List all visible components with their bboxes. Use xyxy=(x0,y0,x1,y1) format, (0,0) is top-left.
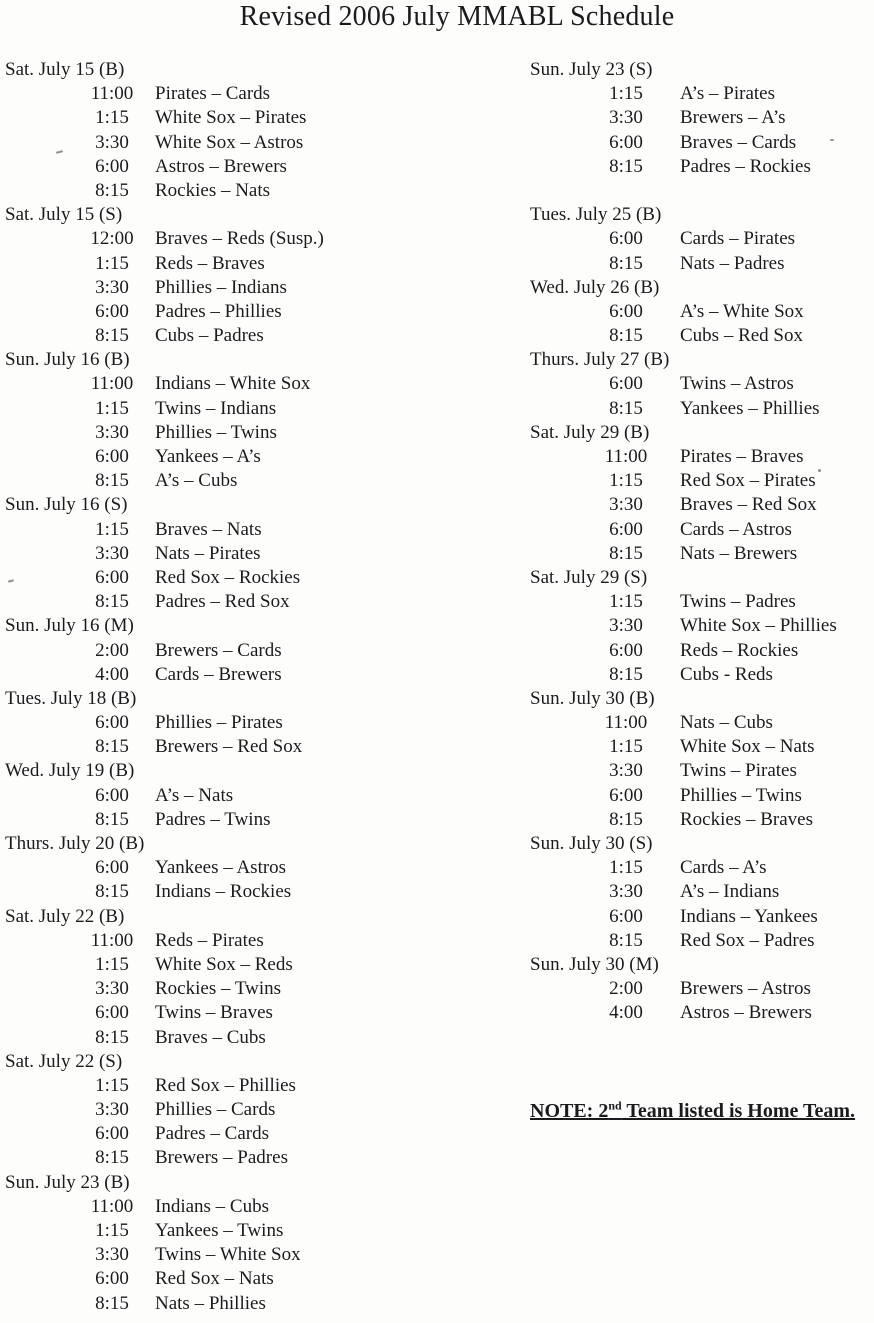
game-matchup: Reds – Rockies xyxy=(680,639,799,661)
game-row xyxy=(530,639,874,663)
game-row xyxy=(530,82,874,106)
date-heading xyxy=(530,421,874,445)
game-matchup: Braves – Cards xyxy=(680,131,797,153)
date-heading-label: Wed. July 19 (B) xyxy=(5,760,135,782)
game-time: 1:15 xyxy=(609,470,643,492)
game-row xyxy=(5,590,435,614)
game-row xyxy=(530,808,874,832)
game-matchup: Phillies – Cards xyxy=(155,1099,276,1121)
game-matchup: White Sox – Reds xyxy=(155,953,293,975)
game-row xyxy=(5,445,435,469)
game-time: 3:30 xyxy=(609,107,643,129)
game-row xyxy=(530,663,874,687)
game-time: 8:15 xyxy=(95,1147,129,1169)
game-matchup: A’s – Nats xyxy=(155,784,234,806)
game-matchup: Brewers – Padres xyxy=(155,1147,288,1169)
game-row xyxy=(5,880,435,904)
game-row xyxy=(530,905,874,929)
date-heading-label: Sun. July 30 (B) xyxy=(530,687,655,709)
game-time: 8:15 xyxy=(95,881,129,903)
game-time: 8:15 xyxy=(609,252,643,274)
game-matchup: Indians – Yankees xyxy=(680,905,818,927)
game-matchup: A’s – Indians xyxy=(680,881,780,903)
game-row xyxy=(5,1074,435,1098)
game-row xyxy=(5,953,435,977)
game-time: 6:00 xyxy=(95,784,129,806)
game-matchup: Red Sox – Rockies xyxy=(155,566,301,588)
date-heading-label: Sun. July 23 (B) xyxy=(5,1171,130,1193)
game-matchup: Red Sox – Phillies xyxy=(155,1074,296,1096)
date-heading-label: Sat. July 15 (B) xyxy=(5,59,125,80)
date-heading-label: Tues. July 18 (B) xyxy=(5,687,137,709)
date-heading-label: Sat. July 22 (B) xyxy=(5,905,125,927)
game-row xyxy=(5,324,435,348)
game-time: 6:00 xyxy=(95,1002,129,1024)
game-time: 8:15 xyxy=(609,397,643,419)
game-row xyxy=(530,735,874,759)
game-row xyxy=(530,856,874,880)
game-row xyxy=(530,493,874,517)
game-time: 4:00 xyxy=(95,663,129,685)
date-heading xyxy=(5,687,435,711)
game-row xyxy=(530,131,874,155)
game-time: 12:00 xyxy=(90,228,134,250)
game-row xyxy=(5,711,435,735)
game-row xyxy=(5,276,435,300)
game-matchup: Twins – Pirates xyxy=(680,760,797,782)
game-time: 1:15 xyxy=(609,591,643,613)
date-heading-label: Sat. July 29 (B) xyxy=(530,421,650,443)
game-time: 1:15 xyxy=(609,736,643,758)
game-matchup: Phillies – Pirates xyxy=(155,712,283,734)
date-heading xyxy=(530,953,874,977)
game-matchup: Phillies – Indians xyxy=(155,276,287,298)
game-matchup: Twins – Astros xyxy=(680,373,794,395)
game-matchup: Indians – Rockies xyxy=(155,881,292,903)
game-matchup: Red Sox – Nats xyxy=(155,1268,274,1290)
game-matchup: Nats – Phillies xyxy=(155,1292,266,1314)
date-heading xyxy=(5,759,435,783)
date-heading-label: Tues. July 25 (B) xyxy=(530,204,662,226)
game-time: 11:00 xyxy=(90,1195,134,1217)
game-row xyxy=(530,784,874,808)
game-time: 6:00 xyxy=(95,446,129,467)
note-superscript: nd xyxy=(608,1098,622,1113)
game-matchup: Pirates – Cards xyxy=(155,83,271,105)
game-row xyxy=(5,252,435,276)
date-heading-label: Sat. July 15 (S) xyxy=(5,204,123,226)
game-matchup: Rockies – Nats xyxy=(155,179,271,201)
date-heading-label: Sun. July 16 (B) xyxy=(5,349,130,371)
game-time: 11:00 xyxy=(90,373,134,395)
game-row xyxy=(5,1219,435,1243)
game-matchup: Cubs - Reds xyxy=(680,663,773,685)
game-time: 8:15 xyxy=(95,1026,129,1048)
game-matchup: Indians – White Sox xyxy=(155,373,311,395)
game-time: 1:15 xyxy=(95,1074,129,1096)
game-time: 3:30 xyxy=(609,760,643,782)
game-matchup: Astros – Brewers xyxy=(155,155,287,177)
game-time: 1:15 xyxy=(95,252,129,274)
date-heading-label: Sat. July 22 (S) xyxy=(5,1050,123,1072)
date-heading xyxy=(5,1171,435,1195)
game-time: 3:30 xyxy=(95,1244,129,1266)
game-matchup: Yankees – A’s xyxy=(155,446,261,467)
game-time: 11:00 xyxy=(90,929,134,951)
game-row xyxy=(5,663,435,687)
game-matchup: Cubs – Padres xyxy=(155,325,264,347)
game-matchup: Padres – Twins xyxy=(155,808,271,830)
game-matchup: Padres – Phillies xyxy=(155,300,282,322)
game-time: 3:30 xyxy=(95,276,129,298)
game-row xyxy=(530,445,874,469)
game-time: 1:15 xyxy=(95,953,129,975)
game-time: 8:15 xyxy=(609,929,643,951)
game-time: 3:30 xyxy=(95,1099,129,1121)
game-matchup: White Sox – Astros xyxy=(155,131,304,153)
game-row xyxy=(5,1001,435,1025)
game-matchup: White Sox – Nats xyxy=(680,736,815,758)
game-row xyxy=(530,397,874,421)
game-row xyxy=(530,1001,874,1025)
date-heading xyxy=(530,832,874,856)
game-time: 1:15 xyxy=(95,1220,129,1241)
game-time: 3:30 xyxy=(95,542,129,564)
note-suffix: Team listed is Home Team. xyxy=(621,1100,856,1122)
game-time: 8:15 xyxy=(609,663,643,685)
game-row xyxy=(530,469,874,493)
game-row xyxy=(5,1195,435,1219)
date-heading-label: Wed. July 26 (B) xyxy=(530,276,660,298)
game-time: 6:00 xyxy=(609,784,643,806)
date-heading-label: Sun. July 30 (S) xyxy=(530,833,653,854)
date-heading-label: Sun. July 16 (S) xyxy=(5,494,128,516)
game-matchup: Twins – Braves xyxy=(155,1002,273,1024)
game-time: 8:15 xyxy=(95,736,129,758)
date-heading xyxy=(5,58,435,82)
game-matchup: Nats – Cubs xyxy=(680,712,773,734)
game-time: 1:15 xyxy=(95,107,129,129)
game-row xyxy=(5,784,435,808)
game-row xyxy=(530,880,874,904)
date-heading xyxy=(5,832,435,856)
game-time: 6:00 xyxy=(609,373,643,395)
game-time: 8:15 xyxy=(95,808,129,830)
date-heading xyxy=(530,348,874,372)
game-row xyxy=(5,155,435,179)
game-time: 8:15 xyxy=(95,1292,129,1314)
game-row xyxy=(5,469,435,493)
game-time: 6:00 xyxy=(95,857,129,879)
game-row xyxy=(530,518,874,542)
game-time: 1:15 xyxy=(95,397,129,419)
game-row xyxy=(5,179,435,203)
schedule-column-left xyxy=(5,58,435,1316)
game-matchup: Brewers – Red Sox xyxy=(155,736,303,758)
game-time: 8:15 xyxy=(95,325,129,347)
game-matchup: Twins – White Sox xyxy=(155,1244,301,1266)
game-matchup: Nats – Brewers xyxy=(680,542,798,564)
game-row xyxy=(530,106,874,130)
game-row xyxy=(530,300,874,324)
game-time: 8:15 xyxy=(609,808,643,830)
game-row xyxy=(5,1267,435,1291)
game-matchup: Twins – Indians xyxy=(155,397,277,419)
game-row xyxy=(530,977,874,1001)
game-matchup: Cubs – Red Sox xyxy=(680,325,803,347)
game-time: 8:15 xyxy=(95,179,129,201)
date-heading xyxy=(5,348,435,372)
game-row xyxy=(5,639,435,663)
game-row xyxy=(5,929,435,953)
home-team-note xyxy=(530,1100,855,1123)
game-matchup: Yankees – Astros xyxy=(155,857,287,879)
game-time: 6:00 xyxy=(609,905,643,927)
game-time: 6:00 xyxy=(609,131,643,153)
game-time: 8:15 xyxy=(95,591,129,613)
game-row xyxy=(530,614,874,638)
game-matchup: Braves – Reds (Susp.) xyxy=(155,228,324,250)
game-row xyxy=(5,1026,435,1050)
game-time: 3:30 xyxy=(95,421,129,443)
game-matchup: Twins – Padres xyxy=(680,591,796,613)
game-matchup: A’s – Pirates xyxy=(680,83,775,105)
game-row xyxy=(530,372,874,396)
game-time: 4:00 xyxy=(609,1002,643,1024)
game-time: 3:30 xyxy=(609,881,643,903)
game-row xyxy=(530,155,874,179)
game-matchup: Reds – Braves xyxy=(155,252,265,274)
game-time: 6:00 xyxy=(95,155,129,177)
date-heading-label: Sun. July 30 (M) xyxy=(530,953,659,975)
game-row xyxy=(530,759,874,783)
game-row xyxy=(530,590,874,614)
game-row xyxy=(5,131,435,155)
game-matchup: Phillies – Twins xyxy=(155,421,277,443)
game-time: 6:00 xyxy=(609,518,643,540)
game-row xyxy=(5,542,435,566)
date-heading-label: Thurs. July 27 (B) xyxy=(530,349,670,371)
game-matchup: Astros – Brewers xyxy=(680,1002,812,1024)
game-matchup: Cards – A’s xyxy=(680,857,767,879)
game-matchup: Yankees – Twins xyxy=(155,1220,284,1241)
game-matchup: Rockies – Braves xyxy=(680,808,813,830)
scan-artifact xyxy=(818,469,821,472)
game-time: 11:00 xyxy=(604,712,648,734)
game-row xyxy=(530,542,874,566)
game-time: 3:30 xyxy=(95,131,129,153)
game-time: 6:00 xyxy=(609,228,643,250)
game-matchup: Phillies – Twins xyxy=(680,784,802,806)
game-matchup: White Sox – Phillies xyxy=(680,615,837,637)
game-row xyxy=(5,1146,435,1170)
game-matchup: Brewers – A’s xyxy=(680,107,786,129)
game-matchup: Braves – Cubs xyxy=(155,1026,266,1048)
game-row xyxy=(5,1292,435,1316)
game-row xyxy=(5,421,435,445)
game-row xyxy=(5,1122,435,1146)
game-row xyxy=(5,566,435,590)
game-row xyxy=(530,252,874,276)
date-heading xyxy=(530,203,874,227)
date-heading xyxy=(530,566,874,590)
game-row xyxy=(5,977,435,1001)
game-time: 8:15 xyxy=(609,542,643,564)
game-time: 6:00 xyxy=(95,1123,129,1145)
date-heading xyxy=(530,276,874,300)
date-heading xyxy=(5,493,435,517)
game-matchup: A’s – White Sox xyxy=(680,300,804,322)
game-matchup: Rockies – Twins xyxy=(155,978,282,1000)
game-matchup: Braves – Nats xyxy=(155,518,262,540)
game-matchup: Nats – Pirates xyxy=(155,542,261,564)
game-matchup: Cards – Astros xyxy=(680,518,792,540)
game-matchup: Padres – Red Sox xyxy=(155,591,290,613)
game-time: 1:15 xyxy=(95,518,129,540)
game-time: 8:15 xyxy=(609,155,643,177)
game-time: 6:00 xyxy=(95,1268,129,1290)
game-matchup: Brewers – Cards xyxy=(155,639,282,661)
date-heading xyxy=(530,687,874,711)
game-time: 11:00 xyxy=(604,446,648,467)
game-time: 2:00 xyxy=(609,978,643,1000)
game-matchup: Nats – Padres xyxy=(680,252,785,274)
game-row xyxy=(5,1243,435,1267)
game-row xyxy=(5,1098,435,1122)
date-heading xyxy=(5,905,435,929)
game-time: 6:00 xyxy=(95,566,129,588)
game-matchup: Padres – Rockies xyxy=(680,155,811,177)
game-time: 2:00 xyxy=(95,639,129,661)
game-row xyxy=(5,106,435,130)
game-row xyxy=(530,929,874,953)
game-time: 6:00 xyxy=(95,712,129,734)
game-matchup: Padres – Cards xyxy=(155,1123,269,1145)
date-heading-label: Sun. July 16 (M) xyxy=(5,615,134,637)
game-matchup: Cards – Pirates xyxy=(680,228,796,250)
game-row xyxy=(5,227,435,251)
game-time: 1:15 xyxy=(609,83,643,105)
game-matchup: Red Sox – Padres xyxy=(680,929,815,951)
game-matchup: White Sox – Pirates xyxy=(155,107,307,129)
game-matchup: Yankees – Phillies xyxy=(680,397,820,419)
date-heading-label: Sat. July 29 (S) xyxy=(530,566,648,588)
game-time: 3:30 xyxy=(609,615,643,637)
game-matchup: Braves – Red Sox xyxy=(680,494,817,516)
game-time: 1:15 xyxy=(609,857,643,879)
game-row xyxy=(5,808,435,832)
game-row xyxy=(530,324,874,348)
game-time: 6:00 xyxy=(95,300,129,322)
game-matchup: Brewers – Astros xyxy=(680,978,811,1000)
date-heading xyxy=(5,614,435,638)
schedule-column-right xyxy=(530,58,874,1026)
date-heading-label: Sun. July 23 (S) xyxy=(530,59,653,80)
game-matchup: Reds – Pirates xyxy=(155,929,264,951)
game-row xyxy=(530,227,874,251)
game-matchup: A’s – Cubs xyxy=(155,470,238,492)
game-time: 6:00 xyxy=(609,639,643,661)
game-time: 8:15 xyxy=(609,325,643,347)
date-heading xyxy=(530,58,874,82)
date-heading-label: Thurs. July 20 (B) xyxy=(5,833,145,854)
game-row xyxy=(5,372,435,396)
game-row xyxy=(5,397,435,421)
note-prefix: NOTE: 2 xyxy=(530,1100,609,1122)
game-time: 3:30 xyxy=(609,494,643,516)
game-time: 8:15 xyxy=(95,470,129,492)
scan-artifact xyxy=(830,139,834,141)
game-time: 11:00 xyxy=(90,83,134,105)
game-matchup: Cards – Brewers xyxy=(155,663,282,685)
game-row xyxy=(5,82,435,106)
game-row xyxy=(5,518,435,542)
game-time: 6:00 xyxy=(609,300,643,322)
game-row xyxy=(530,711,874,735)
game-matchup: Pirates – Braves xyxy=(680,446,804,467)
date-heading xyxy=(5,203,435,227)
game-matchup: Indians – Cubs xyxy=(155,1195,269,1217)
page-title: Revised 2006 July MMABL Schedule xyxy=(239,1,675,32)
game-row xyxy=(5,300,435,324)
game-row xyxy=(5,856,435,880)
game-row xyxy=(5,735,435,759)
date-heading xyxy=(5,1050,435,1074)
game-time: 3:30 xyxy=(95,978,129,1000)
game-matchup: Red Sox – Pirates xyxy=(680,470,816,492)
